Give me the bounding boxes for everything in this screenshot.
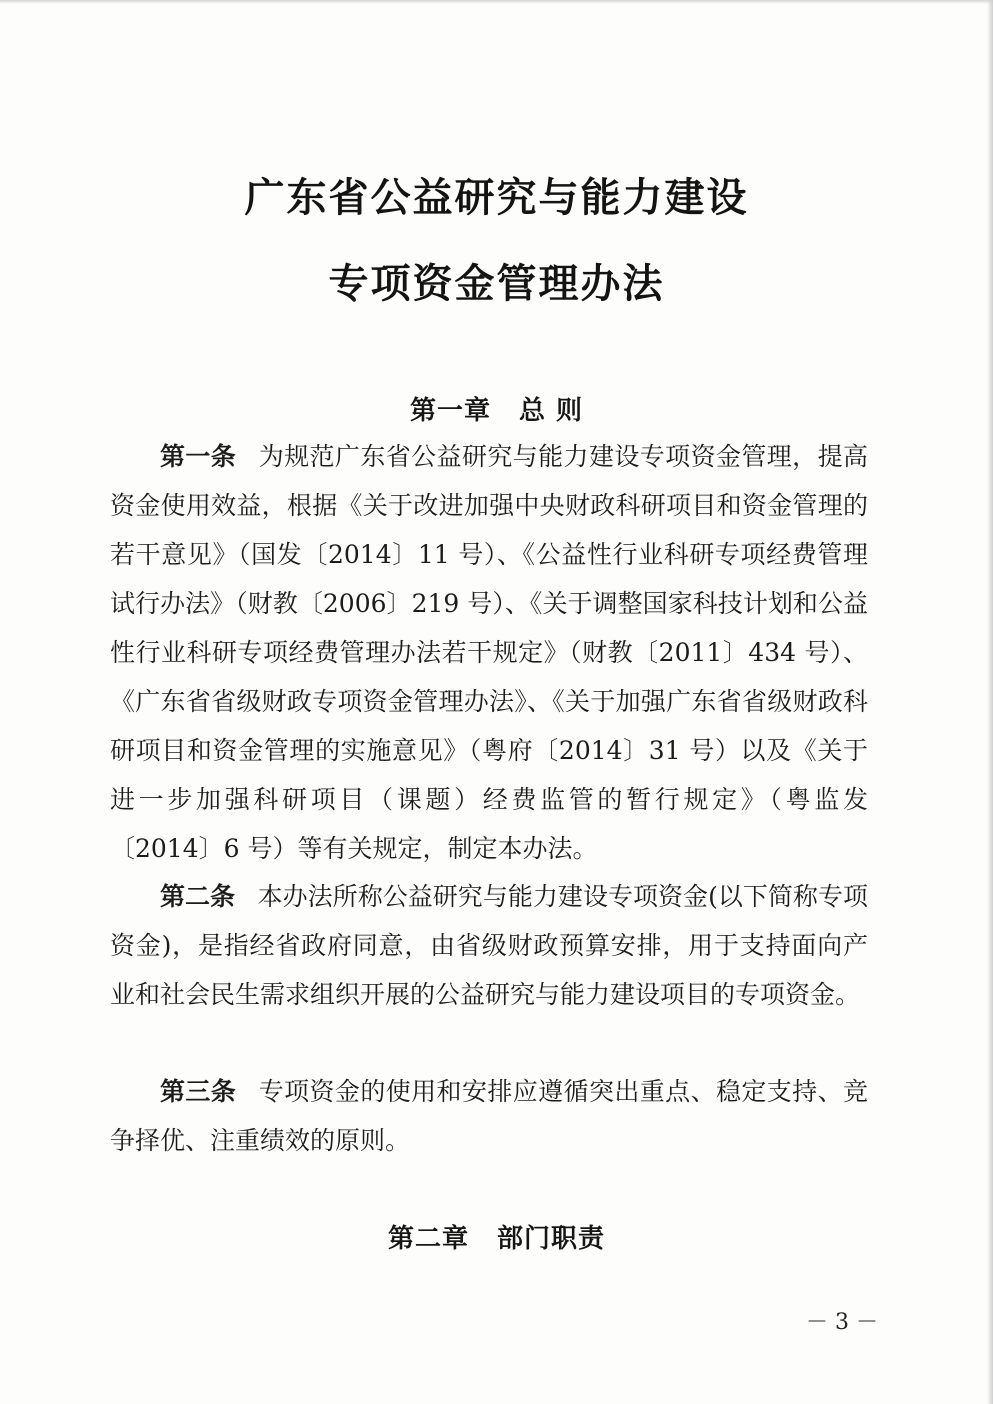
article-2-label: 第二条: [160, 882, 236, 911]
article-3-label: 第三条: [160, 1077, 237, 1106]
document-title-line1: 广东省公益研究与能力建设: [244, 175, 749, 221]
chapter-2-label: 第二章: [387, 1224, 469, 1254]
chapter-2-name: 部门职责: [497, 1224, 606, 1254]
chapter-heading-1: [0, 390, 993, 427]
article-1-text: 为规范广东省公益研究与能力建设专项资金管理，提高资金使用效益，根据《关于改进加强中央财政科研项目和资金管理的若干意见》（国发〔2014〕11 号）、《公益性行业科研专项经费管理试行办法》（财教〔2006〕219 号）、《关于调整国家科技计划和公益性行业科研专项经费管理办法若干规定》（财教〔2011〕434 号）、《广东省省级财政专项资金管理办法》、《关于加强广东省省级财政科研项目和资金管理的实施意见》（粤府〔2014〕31 号）以及《关于进一步加强科研项目（课题）经费监管的暂行规定》（粤监发〔2014〕6 号）等有关规定，制定本办法。: [110, 442, 868, 863]
page-number: － 3 －: [806, 1310, 878, 1335]
article-2-text: 本办法所称公益研究与能力建设专项资金(以下简称专项资金)，是指经省政府同意，由省级财政预算安排，用于支持面向产业和社会民生需求组织开展的公益研究与能力建设项目的专项资金。: [110, 882, 868, 1009]
article-1-label: 第一条: [160, 442, 237, 471]
article-2: [110, 872, 868, 1019]
article-1: [110, 432, 868, 873]
scan-shadow-top: [0, 0, 993, 4]
document-title-line2: 专项资金管理办法: [328, 261, 665, 307]
article-3-text: 专项资金的使用和安排应遵循突出重点、稳定支持、竞争择优、注重绩效的原则。: [110, 1077, 868, 1155]
chapter-heading-2: [0, 1218, 993, 1255]
chapter-1-name: 总 则: [518, 396, 584, 426]
chapter-1-label: 第一章: [409, 396, 491, 426]
article-3: [110, 1067, 868, 1165]
